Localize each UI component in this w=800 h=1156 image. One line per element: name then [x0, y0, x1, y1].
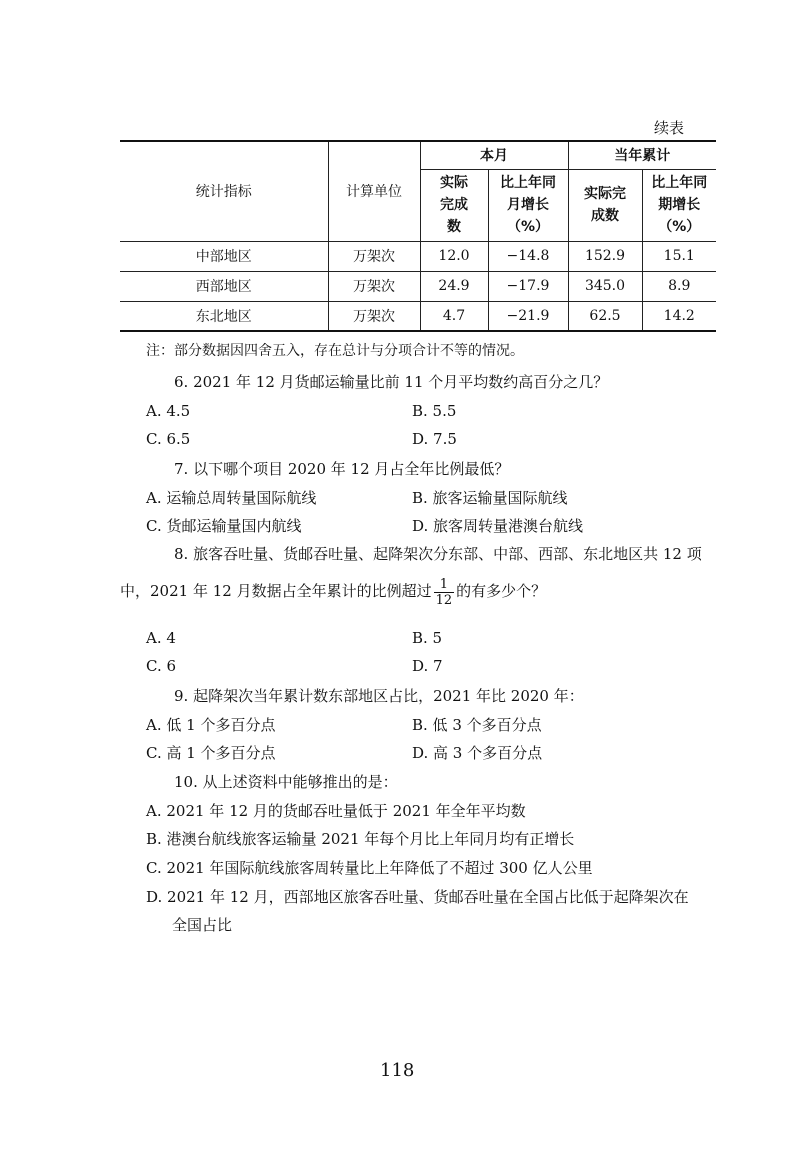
- question-7-option-c: C. 货邮运输量国内航线: [146, 517, 302, 535]
- statistics-table: [120, 140, 716, 332]
- question-6-option-a: A. 4.5: [146, 402, 191, 420]
- question-10-option-d-line2: 全国占比: [172, 916, 233, 934]
- table-note: 注：部分数据因四舍五入，存在总计与分项合计不等的情况。: [146, 343, 524, 359]
- question-10-stem: 10. 从上述资料中能够推出的是：: [174, 773, 398, 791]
- question-9-option-b: B. 低 3 个多百分点: [412, 716, 542, 734]
- question-8-option-d: D. 7: [412, 657, 443, 675]
- question-9-option-a: A. 低 1 个多百分点: [146, 716, 276, 734]
- question-6-stem: 6. 2021 年 12 月货邮运输量比前 11 个月平均数约高百分之几？: [174, 373, 609, 391]
- row-name: 西部地区: [120, 271, 328, 301]
- header-unit: 计算单位: [328, 141, 420, 241]
- question-9-stem: 9. 起降架次当年累计数东部地区占比，2021 年比 2020 年：: [174, 687, 584, 705]
- row-ytd-growth: 15.1: [642, 241, 716, 271]
- question-8-stem-line2: [120, 574, 546, 608]
- row-month-actual: 4.7: [420, 301, 488, 331]
- question-8-stem-line1: 8. 旅客吞吐量、货邮吞吐量、起降架次分东部、中部、西部、东北地区共 12 项: [174, 545, 702, 563]
- row-unit: 万架次: [328, 301, 420, 331]
- fraction-denominator: 12: [435, 592, 453, 608]
- question-8-option-c: C. 6: [146, 657, 177, 675]
- question-9-option-c: C. 高 1 个多百分点: [146, 744, 276, 762]
- question-7-option-d: D. 旅客周转量港澳台航线: [412, 517, 584, 535]
- question-6-option-d: D. 7.5: [412, 430, 457, 448]
- row-ytd-growth: 14.2: [642, 301, 716, 331]
- header-this-month: 本月: [420, 141, 568, 169]
- question-8-option-a: A. 4: [146, 629, 176, 647]
- page-number: 118: [380, 1060, 415, 1081]
- question-7-option-a: A. 运输总周转量国际航线: [146, 489, 317, 507]
- question-8-stem-part1: 中，2021 年 12 月数据占全年累计的比例超过: [120, 582, 432, 600]
- header-month-growth: 比上年同月增长（%）: [488, 169, 568, 241]
- row-month-actual: 12.0: [420, 241, 488, 271]
- row-unit: 万架次: [328, 241, 420, 271]
- header-ytd: 当年累计: [568, 141, 716, 169]
- row-unit: 万架次: [328, 271, 420, 301]
- row-name: 中部地区: [120, 241, 328, 271]
- row-ytd-actual: 152.9: [568, 241, 642, 271]
- question-7-option-b: B. 旅客运输量国际航线: [412, 489, 568, 507]
- row-month-growth: −17.9: [488, 271, 568, 301]
- row-month-growth: −14.8: [488, 241, 568, 271]
- question-7-stem: 7. 以下哪个项目 2020 年 12 月占全年比例最低？: [174, 460, 510, 478]
- continued-table-label: 续表: [654, 119, 685, 137]
- row-ytd-growth: 8.9: [642, 271, 716, 301]
- row-ytd-actual: 345.0: [568, 271, 642, 301]
- header-indicator: 统计指标: [120, 141, 328, 241]
- row-name: 东北地区: [120, 301, 328, 331]
- question-10-option-d-line1: D. 2021 年 12 月，西部地区旅客吞吐量、货邮吞吐量在全国占比低于起降架次在: [146, 888, 689, 906]
- table-row: [120, 241, 716, 271]
- header-month-actual: 实际完成数: [420, 169, 488, 241]
- question-6-option-c: C. 6.5: [146, 430, 191, 448]
- fraction-one-twelfth: [434, 577, 455, 608]
- table-row: [120, 271, 716, 301]
- table-row: [120, 301, 716, 331]
- question-10-option-c: C. 2021 年国际航线旅客周转量比上年降低了不超过 300 亿人公里: [146, 859, 593, 877]
- question-8-stem-part2: 的有多少个？: [456, 582, 547, 600]
- row-month-actual: 24.9: [420, 271, 488, 301]
- question-8-option-b: B. 5: [412, 629, 443, 647]
- header-ytd-growth: 比上年同期增长（%）: [642, 169, 716, 241]
- row-month-growth: −21.9: [488, 301, 568, 331]
- header-ytd-actual: 实际完成数: [568, 169, 642, 241]
- question-6-option-b: B. 5.5: [412, 402, 457, 420]
- question-10-option-a: A. 2021 年 12 月的货邮吞吐量低于 2021 年全年平均数: [146, 802, 526, 820]
- fraction-numerator: 1: [434, 577, 455, 593]
- question-10-option-b: B. 港澳台航线旅客运输量 2021 年每个月比上年同月均有正增长: [146, 830, 575, 848]
- question-9-option-d: D. 高 3 个多百分点: [412, 744, 543, 762]
- row-ytd-actual: 62.5: [568, 301, 642, 331]
